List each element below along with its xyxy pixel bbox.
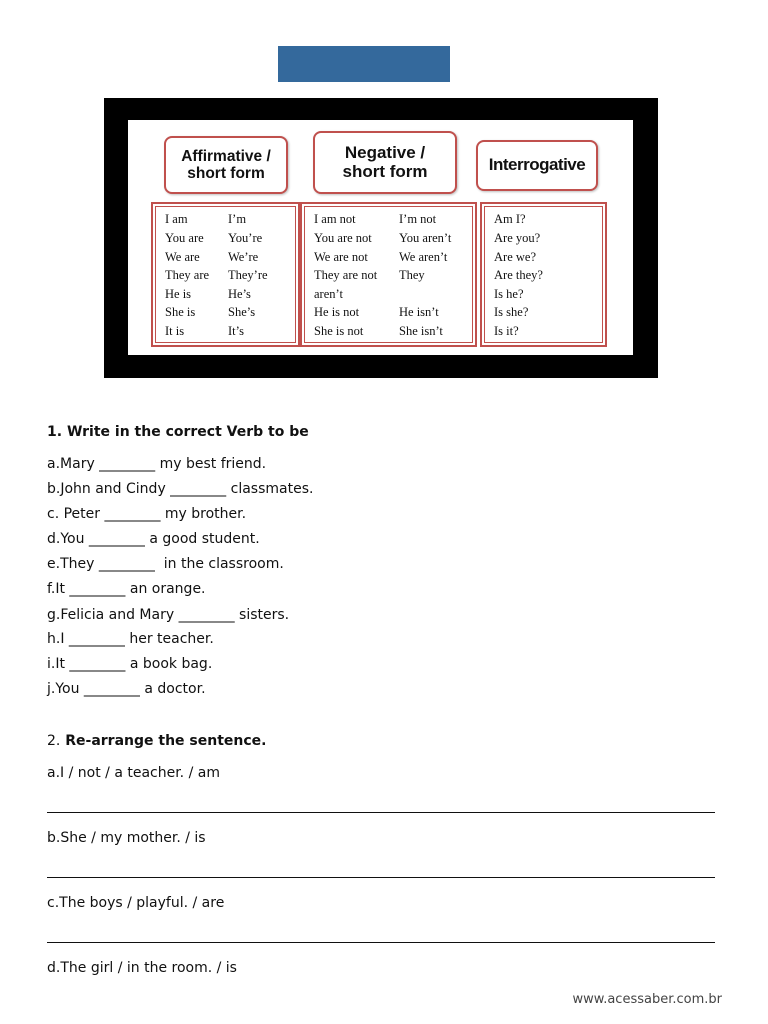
int-row-3: Are they? — [494, 268, 543, 282]
aff-short-2: We’re — [228, 250, 259, 264]
exercise2-item-a: a.I / not / a teacher. / am — [47, 765, 220, 781]
interrogative-heading-label: Interrogative — [488, 155, 586, 175]
aff-long-2: We are — [165, 250, 200, 264]
neg-long-0: I am not — [314, 212, 356, 226]
aff-short-3: They’re — [228, 268, 268, 282]
exercise1-item-a: a.Mary ________ my best friend. — [47, 456, 267, 472]
affirmative-heading — [164, 136, 288, 194]
interrogative-heading — [476, 140, 598, 191]
exercise1-item-g: g.Felicia and Mary ________ sisters. — [47, 607, 290, 623]
aff-short-0: I’m — [228, 212, 247, 226]
negative-heading — [313, 131, 457, 194]
neg-short-2: We aren’t — [399, 250, 448, 264]
neg-long-2: We are not — [314, 250, 368, 264]
interrogative-table — [480, 202, 607, 347]
exercise2-title: Re-arrange the sentence. — [65, 733, 267, 749]
exercise1-item-d: d.You ________ a good student. — [47, 531, 260, 547]
neg-long-1: You are not — [314, 231, 372, 245]
int-row-1: Are you? — [494, 231, 541, 245]
int-row-6: Is it? — [494, 324, 519, 338]
verb-to-be-table-frame — [104, 98, 658, 378]
title-banner — [278, 46, 450, 82]
exercise1-item-i: i.It ________ a book bag. — [47, 656, 213, 672]
exercise1-item-f: f.It ________ an orange. — [47, 581, 206, 597]
aff-long-6: It is — [165, 324, 185, 338]
verb-to-be-table — [128, 120, 633, 355]
negative-heading-line1: Negative / — [344, 142, 426, 162]
affirmative-heading-line1: Affirmative / — [181, 147, 271, 165]
footer-url: www.acessaber.com.br — [572, 992, 722, 1007]
aff-short-4: He’s — [228, 287, 251, 301]
aff-long-0: I am — [165, 212, 188, 226]
exercise1-item-j: j.You ________ a doctor. — [47, 681, 206, 697]
neg-short-6: She isn’t — [399, 324, 443, 338]
exercise2-heading — [47, 733, 266, 749]
exercise1-title: Write in the correct Verb to be — [66, 424, 309, 440]
neg-long-3: They are not — [314, 268, 378, 282]
exercise2-item-c: c.The boys / playful. / are — [47, 895, 225, 911]
neg-short-0: I’m not — [399, 212, 437, 226]
aff-short-5: She’s — [228, 305, 256, 319]
negative-heading-line2: short form — [342, 161, 428, 181]
int-row-0: Am I? — [494, 212, 526, 226]
answer-line-c[interactable] — [47, 942, 715, 943]
aff-long-4: He is — [165, 287, 192, 301]
exercise2-number: 2. — [47, 733, 61, 749]
exercise1-heading — [47, 424, 309, 440]
neg-short-3: They — [399, 268, 425, 282]
int-row-4: Is he? — [494, 287, 524, 301]
aff-short-6: It’s — [228, 324, 244, 338]
int-row-5: Is she? — [494, 305, 529, 319]
exercise1-number: 1. — [47, 424, 63, 440]
exercise1-item-e: e.They ________ in the classroom. — [47, 556, 284, 572]
affirmative-heading-line2: short form — [187, 165, 265, 182]
exercise2-item-b: b.She / my mother. / is — [47, 830, 206, 846]
exercise1-item-b: b.John and Cindy ________ classmates. — [47, 481, 314, 497]
exercise1-item-c: c. Peter ________ my brother. — [47, 506, 247, 522]
answer-line-a[interactable] — [47, 812, 715, 813]
aff-long-1: You are — [165, 231, 204, 245]
aff-short-1: You’re — [228, 231, 263, 245]
aff-long-5: She is — [165, 305, 196, 319]
neg-long-6: She is not — [314, 324, 364, 338]
exercise1-item-h: h.I ________ her teacher. — [47, 631, 214, 647]
negative-table — [300, 202, 477, 347]
neg-short-5: He isn’t — [399, 305, 439, 319]
int-row-2: Are we? — [494, 250, 536, 264]
neg-long-5: He is not — [314, 305, 360, 319]
neg-long-4: aren’t — [314, 287, 343, 301]
answer-line-b[interactable] — [47, 877, 715, 878]
affirmative-table — [151, 202, 300, 347]
neg-short-1: You aren’t — [399, 231, 452, 245]
exercise2-item-d: d.The girl / in the room. / is — [47, 960, 237, 976]
aff-long-3: They are — [165, 268, 210, 282]
